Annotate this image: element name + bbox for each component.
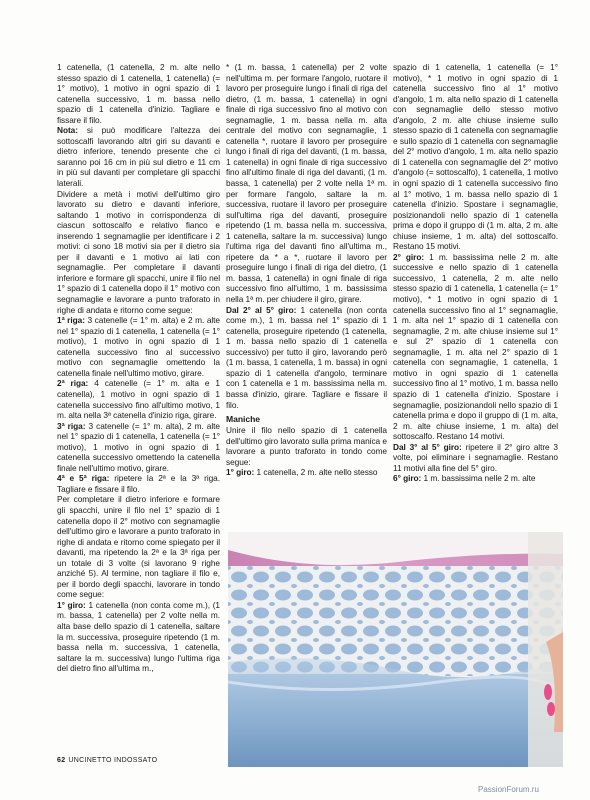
paragraph-text: 1 catenella, (1 catenella, 2 m. alte nello stesso spazio di 1 catenella, 1 catenella) (= 1° motivo), 1 motivo in ogni spazio di 1 catenella successivo, 1 m. bassa nello spazio di 1 catenella d'inizio. Tagliare e fissare il filo. — [57, 62, 220, 125]
watermark: PassionForum.ru — [478, 785, 539, 794]
instruction-label: Dal 2° al 5° giro: — [226, 304, 297, 315]
instruction-label: 2ª riga: — [57, 378, 89, 389]
instruction-label: Nota: — [57, 125, 78, 136]
paragraph-text: Unire il filo nello spazio di 1 catenella dell'ultimo giro lavorato sulla prima manica e lavorare a punto traforato in tondo come segue: — [226, 425, 387, 467]
paragraph — [57, 421, 220, 474]
paragraph-text: spazio di 1 catenella, 1 catenella (= 1° motivo), * 1 motivo in ogni spazio di 1 catenella successivo fino al 1° motivo d'angolo, 1 m. alta nello spazio di 1 catenella con segnamaglie dello stesso motivo d'angolo, 2 m. alte chiuse insieme sullo stesso spazio di 1 catenella con segnamaglie e sullo spazio di 1 catenella con segnamaglie del 2° motivo d'angolo, 1 m. alta nello spazio di 1 catenella con segnamaglie del 2° motivo d'angolo (= sottoscalfo), 1 catenella, 1 motivo in ogni spazio di 1 catenella successivo fino al 1° motivo, 1 m. bassa nello spazio di 1 catenella d'inizio. Spostare i segnamaglie, posizionandoli nello spazio di 1 catenella prima e dopo il gruppo di (1 m. alta, 2 m. alte chiuse insieme, 1 m. alta) del sottoscalfo. Restano 15 motivi. — [393, 62, 558, 252]
paragraph — [226, 467, 387, 478]
paragraph-text: 4 catenelle (= 1° m. alta e 1 catenella), 1 motivo in ogni spazio di 1 catenella successivo fino all'ultimo motivo, 1 m. alta nella 3ª catenella d'inizio riga, girare. — [57, 378, 220, 421]
paragraph-text: si può modificare l'altezza dei sottoscalfi lavorando altri giri su davanti e dietro inferiore, tenendo presente che ci saranno poi 16 cm in più sul dietro e 11 cm in più sul davanti per completare gli spacchi laterali. — [57, 125, 220, 189]
paragraph — [57, 473, 220, 494]
paragraph — [226, 62, 387, 305]
paragraph-text: Dividere a metà i motivi dell'ultimo giro lavorato su dietro e davanti inferiore, saltando 1 motivo in corrispondenza di ciascun sottoscalfo e relativo fianco e inserendo 1 segnamaglie per identificare i 2 motivi: ci sono 18 motivi sia per il dietro sia per il davanti e 1 motivo ai lati con segnamaglie. Per completare il davanti inferiore e formare gli spacchi, unire il filo nel 1° spazio di 1 catenella dopo il 1° motivo con segnamaglie e lavorare a punto traforato in righe di andata e ritorno come segue: — [57, 188, 220, 315]
paragraph-text: 3 catenelle (= 1° m. alta), 2 m. alte nel 1° spazio di 1 catenella, 1 catenella (= 1° motivo), 1 motivo in ogni spazio di 1 catenella successivo omettendo la catenella finale nell'ultimo motivo, girare. — [57, 420, 220, 473]
text-column-3 — [393, 62, 558, 484]
paragraph-text: 3 catenelle (= 1° m. alta) e 2 m. alte nel 1° spazio di 1 catenella, 1 catenella (= 1° motivo), 1 motivo in ogni spazio di 1 catenella successivo fino al successivo motivo con segnamaglie omettendo la catenella finale nell'ultimo motivo, girare. — [57, 315, 220, 378]
section-heading: Maniche — [226, 414, 261, 425]
paragraph — [57, 315, 220, 378]
instruction-label: Dal 3° al 5° giro: — [393, 441, 462, 452]
paragraph — [393, 252, 558, 442]
instruction-label: 1ª riga: — [57, 315, 85, 326]
instruction-label: 1° giro: — [226, 467, 255, 478]
paragraph-text: 1 catenella, 2 m. alte nello stesso — [254, 467, 378, 478]
paragraph-text: 1 catenella (non conta come m.), 1 m. bassa nel 1° spazio di 1 catenella, proseguire ripetendo (1 catenella, 1 m. bassa nello spazio di 1 catenella successivo) per tutto il giro, lavorando però (1 m. bassa, 1 catenella, 1 m. bassa) in ogni spazio di 1 catenella d'angolo, terminare con 1 catenella e 1 m. bassissima nella m. bassa d'inizio, girare. Tagliare e fissare il filo. — [226, 304, 387, 410]
paragraph-text: ripetere la 2ª e la 3ª riga. Tagliare e fissare il filo. — [57, 473, 221, 494]
paragraph — [57, 378, 220, 420]
paragraph — [226, 305, 387, 410]
instruction-label: 1° giro: — [57, 599, 86, 610]
page-number: 62 — [57, 757, 66, 764]
paragraph — [57, 62, 220, 125]
crochet-photo — [228, 532, 563, 767]
paragraph-text: Per completare il dietro inferiore e formare gli spacchi, unire il filo nel 1° spazio di 1 catenella dopo il 2° motivo con segnamaglie dell'ultimo giro e lavorare a punto traforato in righe di andata e ritorno come spiegato per il davanti, ma ripetendo la 2ª e la 3ª riga per un totale di 3 volte (si lavorano 9 righe anziché 5). Al termine, non tagliare il filo e, per il bordo degli spacchi, lavorare in tondo come segue: — [57, 494, 220, 600]
paragraph-text: ripetere il 2° giro altre 3 volte, poi eliminare i segnamaglie. Restano 11 motivi alla fine del 5° giro. — [393, 441, 558, 473]
paragraph-text: 1 m. bassissima nelle 2 m. alte successive e nello spazio di 1 catenella successivo, 1 catenella, 2 m. alte nello stesso spazio di 1 catenella, 1 catenella (= 1° motivo), * 1 motivo in ogni spazio di 1 catenella successivo fino al 1° segnamaglie, 1 m. alta nel 1° spazio di 1 catenella con segnamaglie, 2 m. alte chiuse insieme sul 1° e sul 2° spazio di 1 catenella con segnamaglie, 1 m. alta nel 2° spazio di 1 catenella con segnamaglie, 1 catenella, 1 motivo in ogni spazio di 1 catenella successivo fino al 1° motivo, 1 m. bassa nello spazio di 1 catenella d'inizio. Spostare i segnamaglie, posizionandoli nello spazio di 1 catenella prima e dopo il gruppo di (1 m. alta, 2 m. alte chiuse insieme, 1 m. alta) del sottoscalfo. Restano 14 motivi. — [393, 251, 558, 442]
text-column-1 — [57, 62, 220, 674]
text-column-2 — [226, 62, 387, 478]
paragraph — [226, 425, 387, 467]
instruction-label: 6° giro: — [393, 473, 422, 484]
paragraph-text: 1 m. bassissima nelle 2 m. alte — [421, 473, 536, 484]
magazine-name: UNCINETTO INDOSSATO — [68, 757, 158, 764]
paragraph — [57, 494, 220, 599]
paragraph — [393, 473, 558, 484]
paragraph-text: 1 catenella (non conta come m.), (1 m. bassa, 1 catenella) per 2 volte nella m. alta base dello spazio di 1 catenella, saltare la m. successiva, proseguire ripetendo (1 m. bassa nella m. successiva, 1 catenella, saltare la m. successiva) lungo l'ultima riga del dietro fino all'ultima m., — [57, 599, 220, 674]
paragraph — [57, 600, 220, 674]
instruction-label: 4ª e 5ª riga: — [57, 473, 110, 484]
instruction-label: 2° giro: — [393, 251, 425, 262]
paragraph-text: * (1 m. bassa, 1 catenella) per 2 volte nell'ultima m. per formare l'angolo, ruotare il lavoro per proseguire lungo i finali di riga del dietro, (1 m. bassa, 1 catenella) in ogni finale di riga successivo fino al motivo con segnamaglie, 1 m. bassa nella m. alta centrale del motivo con segnamaglie, 1 catenella *, ruotare il lavoro per proseguire lungo i finali di riga del davanti, (1 m. bassa, 1 catenella) in ogni finale di riga successivo fino all'ultimo finale di riga del davanti, (1 m. bassa, 1 catenella) per 2 volte nella 1ª m. per formare l'angolo, saltare la m. successiva, ruotare il lavoro per proseguire sull'ultima riga del davanti, proseguire ripetendo (1 m. bassa nella m. successiva, 1 catenella, saltare la m. successiva) lungo l'ultima riga del davanti fino all'ultima m., ripetere da * a *, ruotare il lavoro per proseguire lungo i finali di riga del dietro, (1 m. bassa, 1 catenella) in ogni finale di riga successivo fino all'ultimo, 1 m. bassissima nella 1ª m. per chiudere il giro, girare. — [226, 62, 387, 305]
page-footer — [57, 757, 157, 764]
paragraph — [393, 62, 558, 252]
instruction-label: 3ª riga: — [57, 420, 86, 431]
paragraph — [57, 125, 220, 188]
paragraph — [393, 442, 558, 474]
paragraph — [57, 189, 220, 316]
